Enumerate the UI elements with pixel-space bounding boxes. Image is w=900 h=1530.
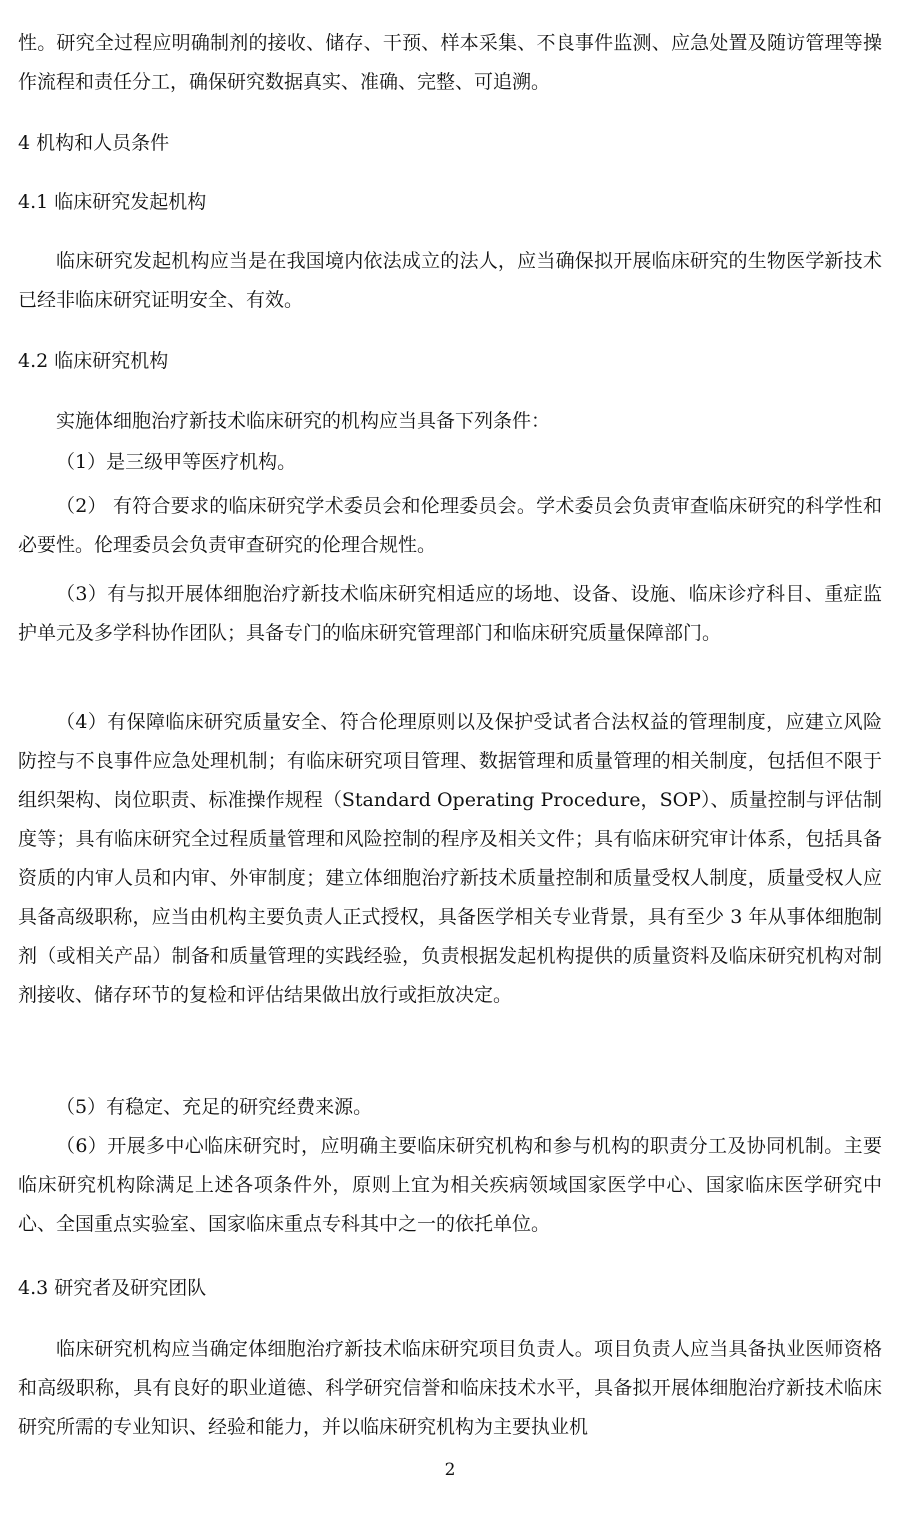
paragraph-4-1: 临床研究发起机构应当是在我国境内依法成立的法人，应当确保拟开展临床研究的生物医学新技术已经非临床研究证明安全、有效。 [18,250,882,311]
section-heading-4-3: 4.3 研究者及研究团队 [18,1277,207,1299]
list-item-4: （4）有保障临床研究质量安全、符合伦理原则以及保护受试者合法权益的管理制度，应建立风险防控与不良事件应急处理机制；有临床研究项目管理、数据管理和质量管理的相关制度，包括但不限于组织架构、岗位职责、标准操作规程（Standard Operating Procedure，SOP）、质量控制与评估制度等；具有临床研究全过程质量管理和风险控制的程序及相关文件；具有临床研究审计体系，包括具备资质的内审人员和内审、外审制度；建立体细胞治疗新技术质量控制和质量受权人制度，质量受权人应具备高级职称，应当由机构主要负责人正式授权，具备医学相关专业背景，具有至少 3 年从事体细胞制剂（或相关产品）制备和质量管理的实践经验，负责根据发起机构提供的质量资料及临床研究机构对制剂接收、储存环节的复检和评估结果做出放行或拒放决定。 [18,711,882,1006]
section-heading-4-1: 4.1 临床研究发起机构 [18,191,207,213]
page-number: 2 [444,1460,456,1480]
list-item-1: （1）是三级甲等医疗机构。 [56,451,297,473]
paragraph-4-2-intro: 实施体细胞治疗新技术临床研究的机构应当具备下列条件： [56,410,551,432]
list-item-3: （3）有与拟开展体细胞治疗新技术临床研究相适应的场地、设备、设施、临床诊疗科目、重症监护单元及多学科协作团队；具备专门的临床研究管理部门和临床研究质量保障部门。 [18,583,882,644]
list-item-2: （2） 有符合要求的临床研究学术委员会和伦理委员会。学术委员会负责审查临床研究的科学性和必要性。伦理委员会负责审查研究的伦理合规性。 [18,495,882,556]
section-heading-4: 4 机构和人员条件 [18,132,170,154]
paragraph-continuation: 性。研究全过程应明确制剂的接收、储存、干预、样本采集、不良事件监测、应急处置及随访管理等操作流程和责任分工，确保研究数据真实、准确、完整、可追溯。 [18,32,882,93]
list-item-5: （5）有稳定、充足的研究经费来源。 [56,1096,373,1118]
section-heading-4-2: 4.2 临床研究机构 [18,350,169,372]
paragraph-4-3: 临床研究机构应当确定体细胞治疗新技术临床研究项目负责人。项目负责人应当具备执业医师资格和高级职称，具有良好的职业道德、科学研究信誉和临床技术水平，具备拟开展体细胞治疗新技术临床研究所需的专业知识、经验和能力，并以临床研究机构为主要执业机 [18,1338,882,1438]
list-item-6: （6）开展多中心临床研究时，应明确主要临床研究机构和参与机构的职责分工及协同机制。主要临床研究机构除满足上述各项条件外，原则上宜为相关疾病领域国家医学中心、国家临床医学研究中心、全国重点实验室、国家临床重点专科其中之一的依托单位。 [18,1135,882,1235]
